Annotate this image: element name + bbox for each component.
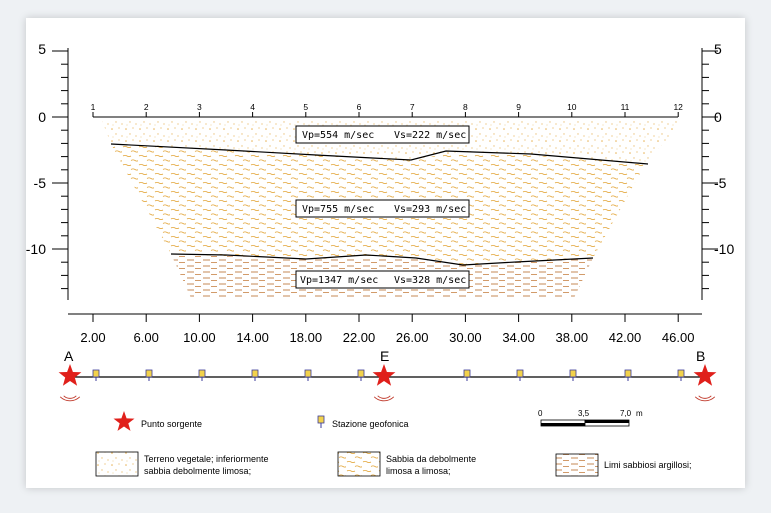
scale-label-3-5: 3,5 — [578, 409, 590, 418]
distance-label: 10.00 — [183, 330, 216, 345]
left-axis-label-0: 0 — [38, 109, 46, 125]
right-axis-label-5: 5 — [714, 41, 722, 57]
scale-label-7-0: 7,0 — [620, 409, 632, 418]
legend-silt — [556, 454, 692, 476]
shot-label-b: B — [696, 348, 706, 364]
geophone-station — [93, 370, 99, 377]
figure-card — [26, 18, 745, 488]
shot-star-b-icon — [694, 364, 717, 386]
velocity-box-layer-1 — [296, 126, 469, 143]
geophone-station — [146, 370, 152, 377]
left-depth-axis — [26, 41, 68, 300]
legend-sand-line-2: limosa a limosa; — [386, 466, 451, 476]
scale-unit: m — [636, 409, 643, 418]
vs-label-layer-1: Vs=222 m/sec — [394, 130, 467, 141]
distance-label: 38.00 — [555, 330, 589, 345]
geophone-number: 2 — [143, 102, 149, 112]
geophone-station — [464, 370, 470, 377]
distance-label: 46.00 — [661, 330, 695, 345]
distance-label: 6.00 — [133, 330, 159, 345]
left-axis-label-minus5: -5 — [33, 175, 46, 191]
acquisition-layout — [59, 348, 717, 401]
legend-vegetal-soil — [96, 452, 269, 476]
legend-silt-line-1: Limi sabbiosi argillosi; — [604, 460, 692, 470]
geophone-station — [358, 370, 364, 377]
geophone-station — [252, 370, 258, 377]
right-axis-label-minus10: -10 — [714, 241, 735, 257]
velocity-box-layer-2 — [296, 200, 469, 217]
wave-arc — [378, 396, 391, 399]
geophone-number: 9 — [516, 102, 521, 112]
legend-sand — [338, 452, 476, 476]
legend-star-icon — [114, 411, 135, 431]
seismic-section-diagram — [26, 18, 745, 488]
shot-label-e: E — [380, 348, 390, 364]
vs-label-layer-3: Vs=328 m/sec — [394, 275, 467, 286]
distance-label: 26.00 — [395, 330, 429, 345]
left-axis-label-5: 5 — [38, 41, 46, 57]
geophone-station — [305, 370, 311, 377]
legend-sand-line-1: Sabbia da debolmente — [386, 454, 477, 464]
geophone-number: 4 — [250, 102, 255, 112]
graphic-scale — [538, 409, 643, 426]
wave-arc — [64, 396, 77, 399]
geophone-number: 10 — [567, 102, 577, 112]
distance-label: 14.00 — [236, 330, 269, 345]
velocity-box-layer-3 — [296, 271, 469, 288]
geophone-number: 6 — [356, 102, 362, 112]
shot-label-a: A — [64, 348, 74, 364]
distance-label: 18.00 — [289, 330, 323, 345]
geophone-number: 1 — [90, 102, 96, 112]
right-axis-label-0: 0 — [714, 109, 722, 125]
scale-label-0: 0 — [538, 409, 543, 418]
station-icon — [318, 416, 324, 423]
distance-label: 22.00 — [342, 330, 376, 345]
vs-label-layer-2: Vs=293 m/sec — [394, 204, 467, 215]
distance-label: 34.00 — [502, 330, 535, 345]
distance-label: 30.00 — [449, 330, 482, 345]
legend-source-label: Punto sorgente — [141, 419, 203, 429]
vp-label-layer-1: Vp=554 m/sec — [302, 130, 375, 141]
distance-axis — [68, 314, 702, 345]
geophone-number: 5 — [303, 102, 309, 112]
geophone-number: 7 — [409, 102, 415, 112]
geophone-station — [625, 370, 631, 377]
geophone-number: 11 — [620, 102, 630, 112]
right-depth-axis — [702, 41, 734, 300]
geophone-number: 8 — [463, 102, 468, 112]
geophone-station — [678, 370, 684, 377]
geophone-station — [570, 370, 576, 377]
distance-label: 2.00 — [80, 330, 106, 345]
geophone-number: 12 — [673, 102, 683, 112]
vp-label-layer-3: Vp=1347 m/sec — [300, 275, 379, 286]
shot-star-a-icon — [59, 364, 82, 386]
legend-source — [114, 411, 203, 431]
right-axis-label-minus5: -5 — [714, 175, 727, 191]
legend-station — [318, 416, 409, 429]
distance-label: 42.00 — [608, 330, 642, 345]
wave-arc — [699, 396, 712, 399]
left-axis-label-minus10: -10 — [26, 241, 46, 257]
geophone-line — [91, 102, 684, 117]
shot-star-e-icon — [373, 364, 396, 386]
geophone-number: 3 — [197, 102, 202, 112]
geophone-station — [517, 370, 523, 377]
geophone-station — [199, 370, 205, 377]
legend-station-label: Stazione geofonica — [332, 419, 409, 429]
legend-vegetal-line-2: sabbia debolmente limosa; — [144, 466, 252, 476]
legend-vegetal-line-1: Terreno vegetale; inferiormente — [144, 454, 269, 464]
vp-label-layer-2: Vp=755 m/sec — [302, 204, 375, 215]
